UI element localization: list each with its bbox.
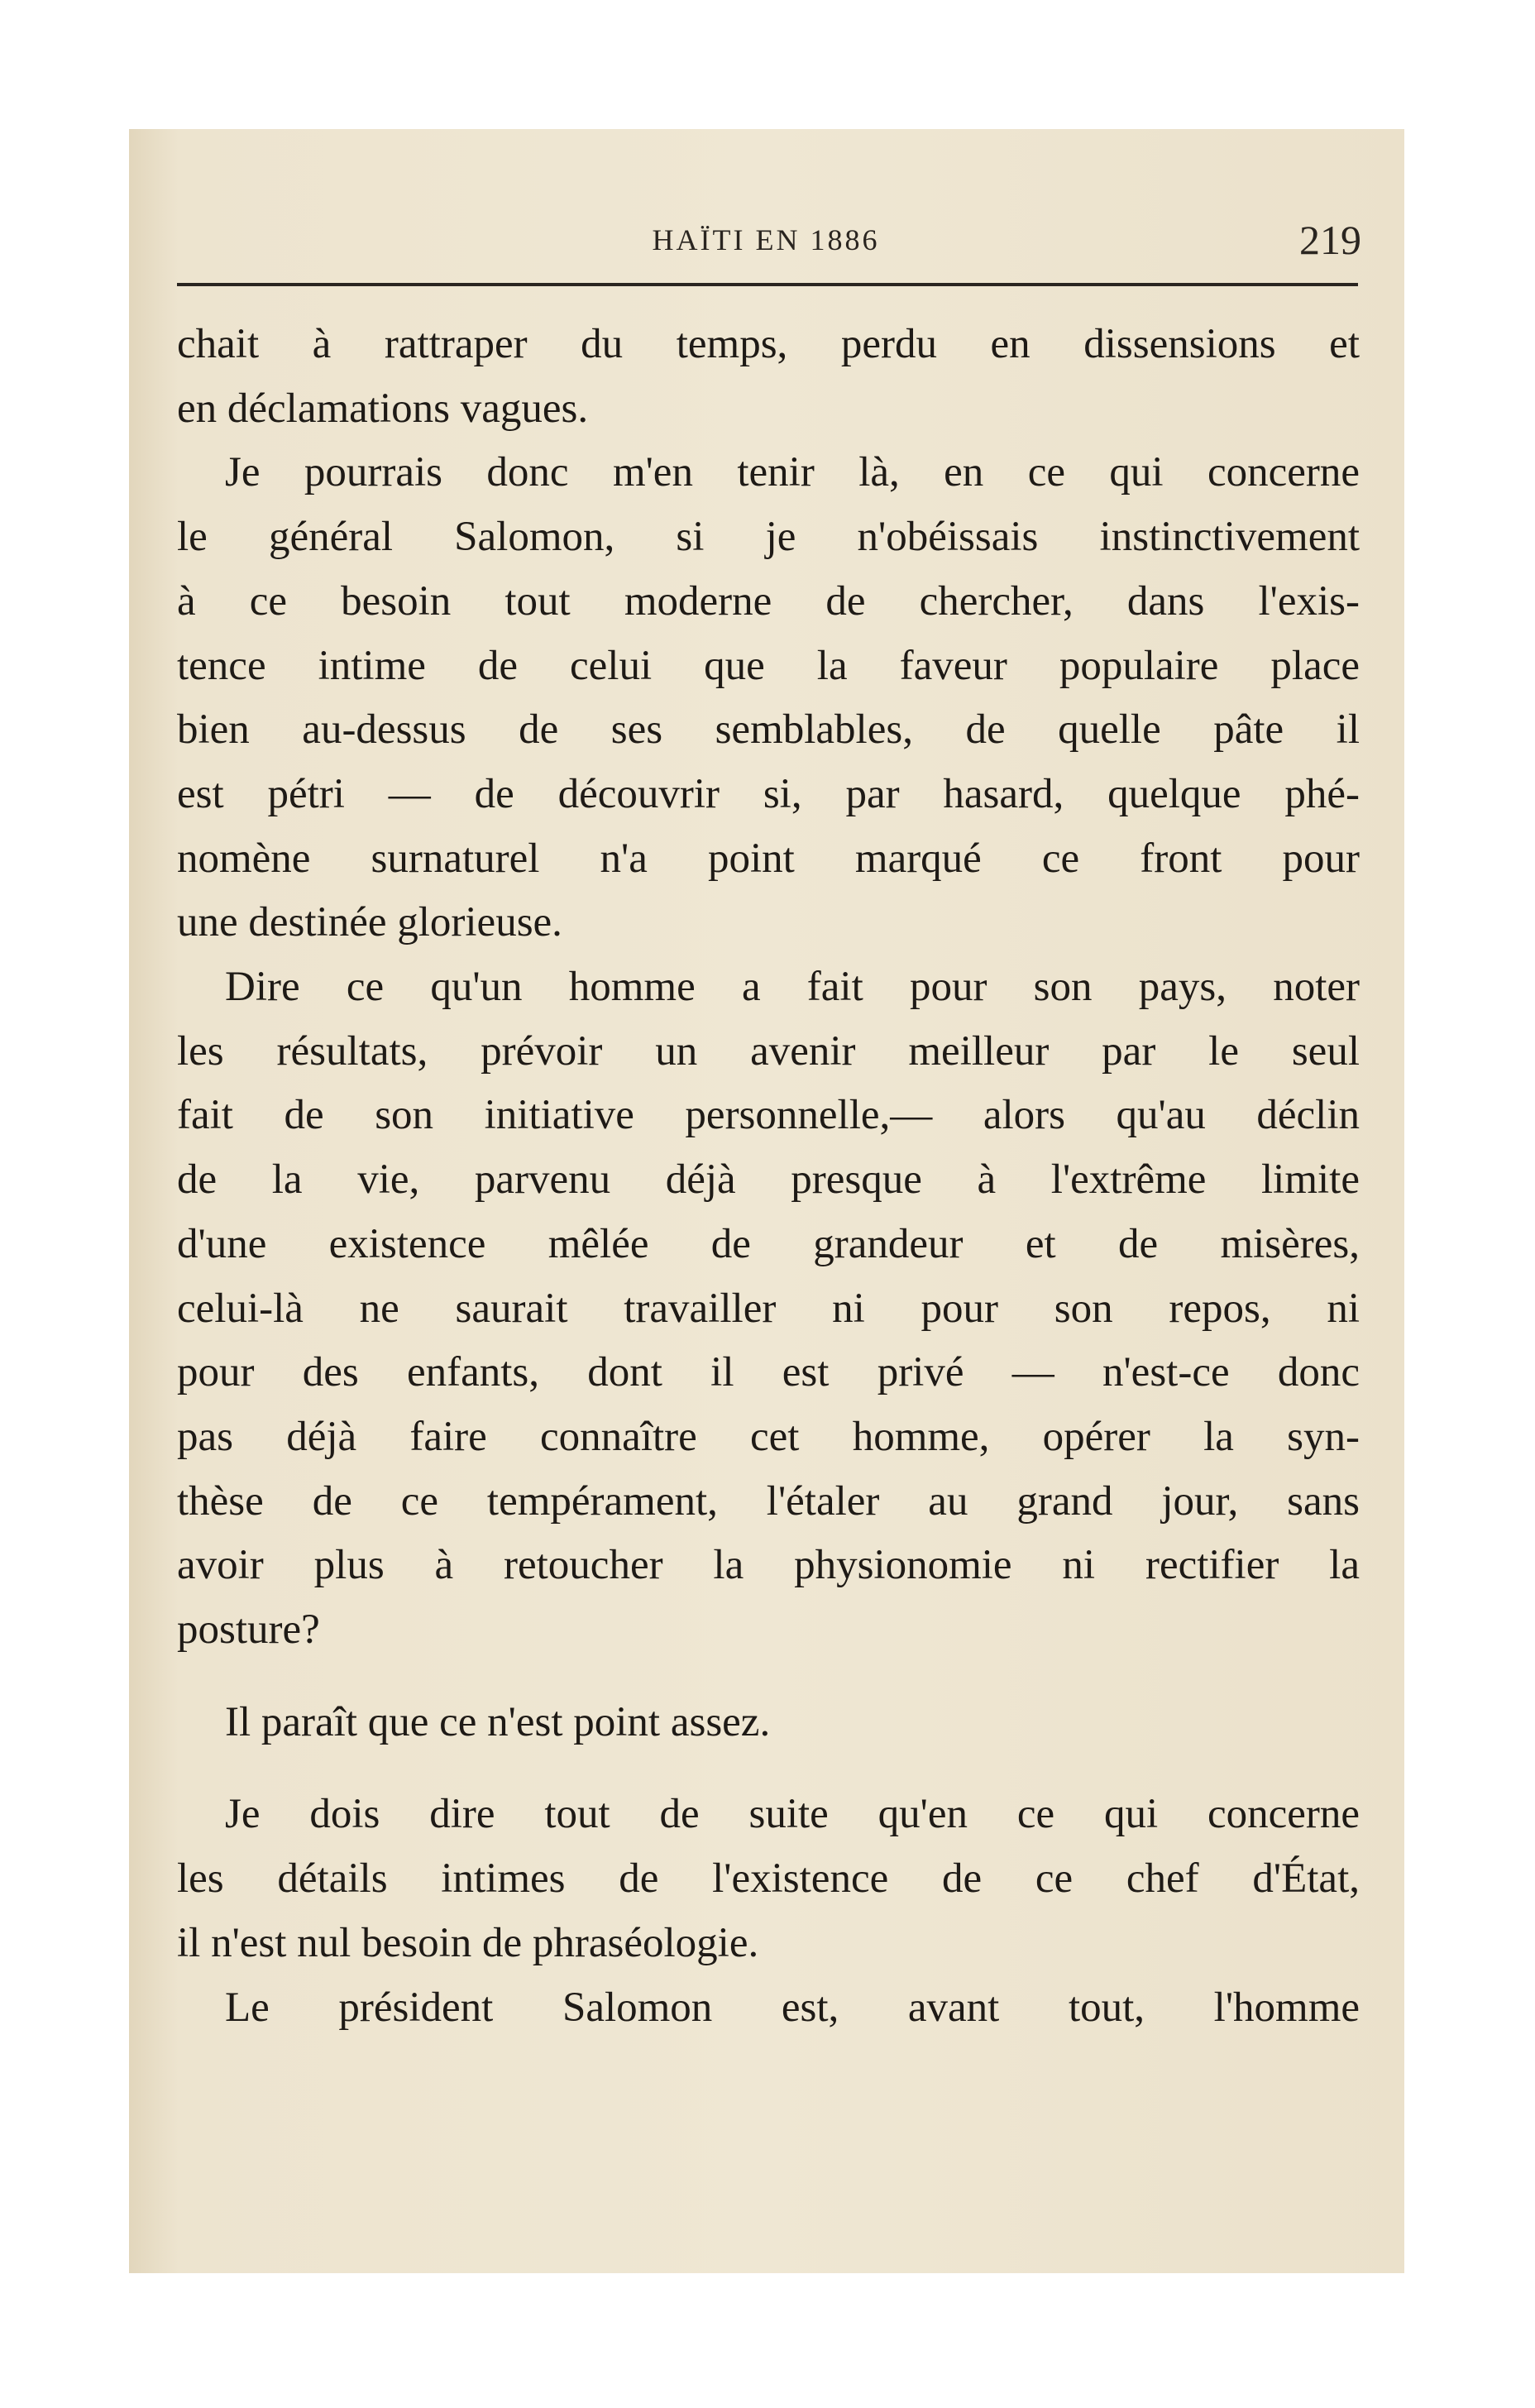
- text-line: pas déjà faire connaître cet homme, opérer la syn-: [177, 1413, 1360, 1460]
- text-line: Je pourrais donc m'en tenir là, en ce qui concerne: [225, 449, 1360, 496]
- text-line: Dire ce qu'un homme a fait pour son pays, noter: [225, 964, 1360, 1011]
- running-title: HAÏTI EN 1886: [652, 223, 880, 256]
- text-line: les détails intimes de l'existence de ce chef d'État,: [177, 1855, 1360, 1903]
- text-line: thèse de ce tempérament, l'étaler au grand jour, sans: [177, 1477, 1360, 1525]
- paragraph: [177, 1691, 1360, 1755]
- page-number: 219: [1299, 217, 1361, 263]
- paragraph: [177, 955, 1360, 1663]
- text-line: posture?: [177, 1606, 320, 1654]
- text-line: fait de son initiative personnelle,— alors qu'au déclin: [177, 1092, 1360, 1139]
- text-line: il n'est nul besoin de phraséologie.: [177, 1919, 759, 1966]
- text-line: d'une existence mêlée de grandeur et de misères,: [177, 1220, 1360, 1267]
- text-line: tence intime de celui que la faveur populaire place: [177, 642, 1360, 689]
- text-line: bien au-dessus de ses semblables, de quelle pâte il: [177, 706, 1360, 754]
- text-line: en déclamations vagues.: [177, 385, 589, 432]
- text-line: à ce besoin tout moderne de chercher, dans l'exis-: [177, 577, 1360, 625]
- paragraph: [177, 441, 1360, 955]
- text-line: nomène surnaturel n'a point marqué ce front pour: [177, 835, 1360, 882]
- text-line: chait à rattraper du temps, perdu en dissensions et: [177, 321, 1360, 367]
- text-line: le général Salomon, si je n'obéissais instinctivement: [177, 514, 1360, 561]
- text-line: de la vie, parvenu déjà presque à l'extrême limite: [177, 1156, 1360, 1204]
- paragraph: [177, 1976, 1360, 2041]
- text-line: pour des enfants, dont il est privé — n'est-ce donc: [177, 1349, 1360, 1396]
- text-line: est pétri — de découvrir si, par hasard, quelque phé-: [177, 770, 1360, 817]
- text-line: Je dois dire tout de suite qu'en ce qui concerne: [225, 1791, 1360, 1838]
- header-rule: [177, 283, 1358, 286]
- text-line: Il paraît que ce n'est point assez.: [225, 1698, 771, 1745]
- text-line: une destinée glorieuse.: [177, 899, 562, 946]
- paragraph: [177, 1783, 1360, 1975]
- text-line: Le président Salomon est, avant tout, l'homme: [225, 1984, 1360, 2031]
- text-line: celui-là ne saurait travailler ni pour son repos, ni: [177, 1285, 1360, 1332]
- text-line: les résultats, prévoir un avenir meilleur par le seul: [177, 1027, 1360, 1075]
- book-page: [129, 129, 1404, 2273]
- paragraph: [177, 313, 1360, 441]
- text-line: avoir plus à retoucher la physionomie ni rectifier la: [177, 1542, 1360, 1589]
- body-text: [177, 313, 1360, 2040]
- page-header: [129, 215, 1404, 265]
